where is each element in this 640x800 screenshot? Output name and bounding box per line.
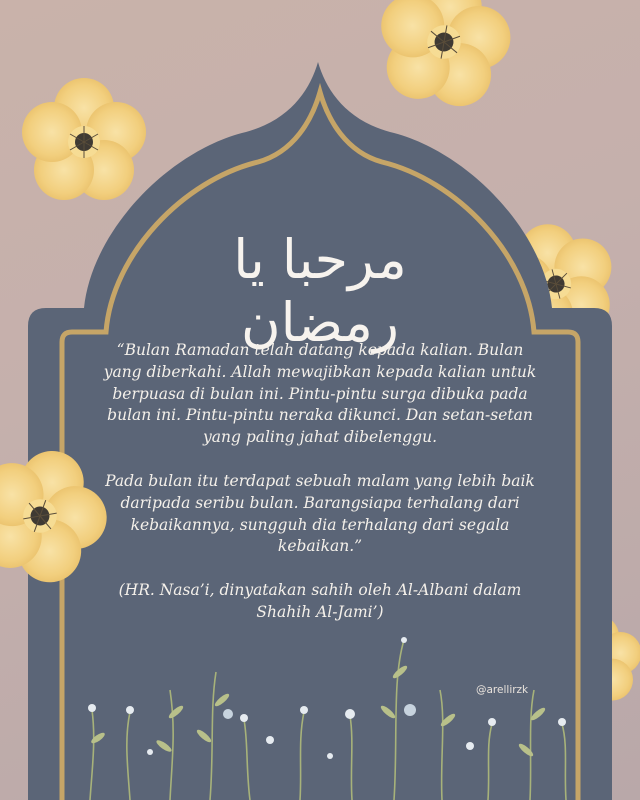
quote-source: (HR. Nasa’i, dinyatakan sahih oleh Al-Albani dalam Shahih Al-Jami’) bbox=[118, 581, 522, 621]
flower-icon bbox=[22, 78, 146, 200]
author-handle: @arellirzk bbox=[476, 684, 529, 696]
quote-text bbox=[100, 340, 540, 624]
title-calligraphy: مرحبا يا رمضان bbox=[233, 228, 407, 354]
quote-paragraph-2: Pada bulan itu terdapat sebuah malam yang lebih baik daripada seribu bulan. Barangsiapa terhalang dari kebaikannya, sungguh dia terhalang dari segala kebaikan.” bbox=[105, 471, 535, 556]
quote-paragraph-1: “Bulan Ramadan telah datang kepada kalian. Bulan yang diberkahi. Allah mewajibkan kepada kalian untuk berpuasa di bulan ini. Pintu-pintu surga dibuka pada bulan ini. Pintu-pintu neraka dikunci. Dan setan-setan yang paling jahat dibelenggu. bbox=[103, 341, 537, 447]
flower-icon bbox=[369, 0, 519, 113]
